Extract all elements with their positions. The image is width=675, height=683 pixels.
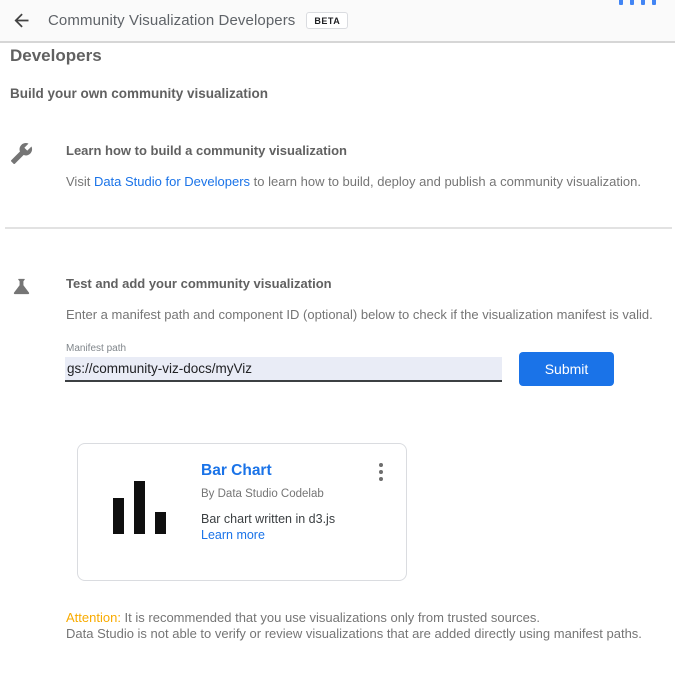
attention-line1: Attention: It is recommended that you use visualizations only from trusted sources. (66, 610, 541, 625)
page-title: Community Visualization Developers (48, 12, 296, 29)
manifest-path-label: Manifest path (66, 343, 127, 354)
viz-card-description: Bar chart written in d3.js (201, 512, 336, 526)
data-studio-developers-link[interactable]: Data Studio for Developers (93, 174, 251, 189)
kebab-dot (379, 463, 383, 467)
viz-card-author: By Data Studio Codelab (201, 488, 324, 500)
learn-more-link[interactable]: Learn more (201, 528, 265, 542)
beta-badge: BETA (306, 12, 348, 29)
visualization-card (77, 443, 407, 581)
bar (155, 512, 166, 534)
viz-card-title[interactable]: Bar Chart (201, 462, 272, 479)
developers-heading: Developers (10, 46, 102, 65)
section-divider (5, 227, 672, 229)
kebab-dot (379, 477, 383, 481)
attention-line2: Data Studio is not able to verify or review visualizations that are added directly using manifest paths. (66, 625, 642, 641)
build-subheading: Build your own community visualization (10, 86, 269, 101)
attention-label: Attention: (66, 610, 121, 625)
bar (134, 481, 145, 534)
wrench-icon (10, 142, 33, 165)
apps-dot (630, 0, 634, 5)
header-bar (0, 0, 675, 43)
bar-chart-icon (113, 481, 166, 534)
science-flask-icon (10, 275, 33, 298)
test-section-body: Enter a manifest path and component ID (optional) below to check if the visualization manifest is valid. (66, 307, 653, 322)
apps-dot (619, 0, 623, 5)
manifest-path-input[interactable] (65, 357, 502, 382)
learn-section-title: Learn how to build a community visualization (66, 143, 347, 158)
apps-dot (641, 0, 645, 5)
apps-grid-icon[interactable] (619, 0, 656, 5)
test-section-title: Test and add your community visualization (66, 276, 332, 291)
learn-body-prefix: Visit (66, 174, 94, 189)
bar (113, 498, 124, 534)
learn-body-suffix: to learn how to build, deploy and publish a community visualization. (250, 174, 641, 189)
kebab-dot (379, 470, 383, 474)
submit-button[interactable]: Submit (519, 352, 614, 386)
learn-section-body (66, 174, 641, 189)
attention-notice (66, 610, 642, 641)
apps-dot (652, 0, 656, 5)
card-menu-kebab-icon[interactable] (371, 460, 391, 484)
back-arrow-icon[interactable] (10, 10, 32, 32)
